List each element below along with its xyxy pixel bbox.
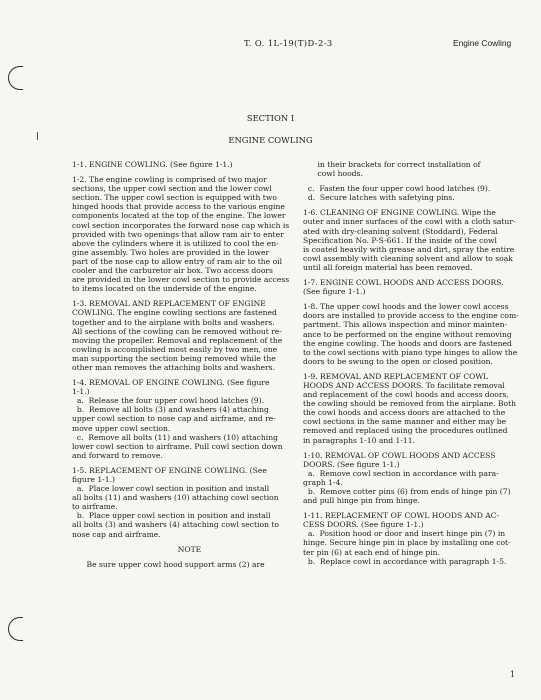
text-line: 1-8. The upper cowl hoods and the lower cowl access [303,302,509,312]
text-line: doors to be swung to the open or closed position. [303,356,493,366]
text-line: graph 1-4. [303,477,343,487]
text-line: doors are installed to provide access to the engine com- [303,311,519,321]
text-line: hinged hoods that provide access to the various engine [72,202,285,212]
text-line: All sections of the cowling can be removed without re- [72,326,282,336]
text-line: in paragraphs 1-10 and 1-11. [303,435,416,445]
text-line: removed and replaced using the procedures outlined [303,426,508,436]
text-line: Be sure upper cowl hood support arms (2) are [72,559,265,569]
text-line: cowl hoods. [303,169,363,179]
section-title: SECTION I [246,113,295,123]
text-line: NOTE [177,544,202,554]
text-line: cowl section incorporates the forward nose cap which is [72,220,290,230]
text-line: (See figure 1-1.) [303,287,366,297]
text-line: and pull hinge pin from hinge. [303,496,420,506]
text-line: 1-1.) [72,387,90,397]
text-line: ter pin (6) at each end of hinge pin. [303,547,440,557]
text-line: the cowling should be removed from the airplane. Both [303,399,517,409]
binder-punch-hole-top [8,66,23,90]
text-line: 1-9. REMOVAL AND REPLACEMENT OF COWL [303,371,489,381]
text-line: outer and inner surfaces of the cowl with a cloth satur- [303,217,516,227]
text-line: a. Place lower cowl section in position and install [72,484,270,494]
document-number: T. O. 1L-19(T)D-2-3 [244,38,333,48]
text-line: man supporting the section being removed while the [72,353,276,363]
text-line: to the cowl sections with piano type hinges to allow the [303,347,518,357]
text-line: c. Remove all bolts (11) and washers (10) attaching [72,432,278,442]
text-line: components located at the top of the engine. The lower [72,211,286,221]
text-line: all bolts (11) and washers (10) attaching cowl section [72,493,279,503]
text-line: cowl assembly with cleaning solvent and allow to soak [303,253,513,263]
text-line: d. Secure latches with safetying pins. [303,193,455,203]
text-line: 1-4. REMOVAL OF ENGINE COWLING. (See figure [72,378,270,388]
text-line: DOORS. (See figure 1-1.) [303,459,400,469]
text-line: 1-2. The engine cowling is comprised of two major [72,175,267,185]
text-line: a. Remove cowl section in accordance with para- [303,468,499,478]
text-line: lower cowl section to airframe. Pull cowl section down [72,441,283,451]
text-line: gine assembly. Two holes are provided in the lower [72,247,270,257]
chapter-title: Engine Cowling [453,38,512,48]
text-line: until all foreign material has been removed. [303,262,473,272]
text-line: all bolts (3) and washers (4) attaching cowl section to [72,520,279,530]
text-line: upper cowl section to nose cap and airframe, and re- [72,414,276,424]
text-line: the cowl hoods and access doors are attached to the [303,408,506,418]
text-line: ance to be performed on the engine without removing [303,329,512,339]
text-line: to items located on the underside of the engine. [72,284,257,294]
text-line: sections, the upper cowl section and the lower cowl [72,184,272,194]
text-line: b. Replace cowl in accordance with paragraph 1-5. [303,556,507,566]
text-line: cooler and the carburetor air box. Two access doors [72,266,273,276]
text-line: b. Remove all bolts (3) and washers (4) attaching [72,405,269,415]
text-line: moving the propeller. Removal and replacement of the [72,335,283,345]
text-line: a. Release the four upper cowl hood latches (9). [72,396,264,406]
text-line: 1-5. REPLACEMENT OF ENGINE COWLING. (See [72,465,267,475]
text-line: figure 1-1.) [72,475,115,484]
text-line: and forward to remove. [72,450,163,460]
text-line: cowl sections in the same manner and either may be [303,417,507,427]
text-line: ated with dry-cleaning solvent (Stoddard), Federal [303,226,498,236]
text-line: COWLING. The engine cowling sections are fastened [72,308,277,318]
text-line: is coated heavily with grease and dirt, spray the entire [303,244,515,254]
text-line: other man removes the attaching bolts and washers. [72,362,275,372]
text-line: CESS DOORS. (See figure 1-1.) [303,520,424,530]
text-line: and replacement of the cowl hoods and access doors, [303,390,509,400]
text-line: partment. This allows inspection and minor mainten- [303,320,508,330]
text-line: provided with two openings that allow ram air to enter [72,229,284,239]
text-line: part of the nose cap to allow entry of ram air to the oil [72,256,283,266]
text-line: HOODS AND ACCESS DOORS. To facilitate removal [303,380,505,390]
text-line: cowling is accomplished most easily by two men, one [72,344,278,354]
text-line: c. Fasten the four upper cowl hood latches (9). [303,184,491,194]
text-line: section. The upper cowl section is equipped with two [72,193,277,203]
text-line: hinge. Secure hinge pin in place by installing one cot- [303,538,511,548]
text-line: 1-10. REMOVAL OF COWL HOODS AND ACCESS [303,450,496,460]
text-line: Specification No. P-S-661. If the inside of the cowl [303,235,497,245]
text-line: 1-1. ENGINE COWLING. (See figure 1-1.) [72,160,233,169]
left-text-column [72,160,307,569]
text-line: move upper cowl section. [72,423,171,433]
text-line: are provided in the lower cowl section to provide access [72,275,290,285]
text-line: 1-11. REPLACEMENT OF COWL HOODS AND AC- [303,511,500,521]
text-line: nose cap and airframe. [72,529,161,539]
text-line: b. Place upper cowl section in position and install [72,511,271,521]
text-line: to airframe. [72,502,118,512]
text-line: 1-7. ENGINE COWL HOODS AND ACCESS DOORS. [303,278,504,288]
text-line: the engine cowling. The hoods and doors are fastened [303,338,512,348]
text-line: together and to the airplane with bolts and washers. [72,317,275,327]
text-line: 1-3. REMOVAL AND REPLACEMENT OF ENGINE [72,299,266,309]
page-number: 1 [510,670,516,679]
right-text-column [303,160,537,566]
text-line: above the cylinders where it is utilized to cool the en- [72,238,279,248]
text-line: in their brackets for correct installation of [303,160,481,169]
text-line: a. Position hood or door and insert hinge pin (7) in [303,529,506,539]
text-line: b. Remove cotter pins (6) from ends of hinge pin (7) [303,487,511,496]
text-line: 1-6. CLEANING OF ENGINE COWLING. Wipe the [303,208,496,218]
section-subtitle: ENGINE COWLING [228,135,313,145]
binder-punch-hole-bottom [8,617,23,641]
